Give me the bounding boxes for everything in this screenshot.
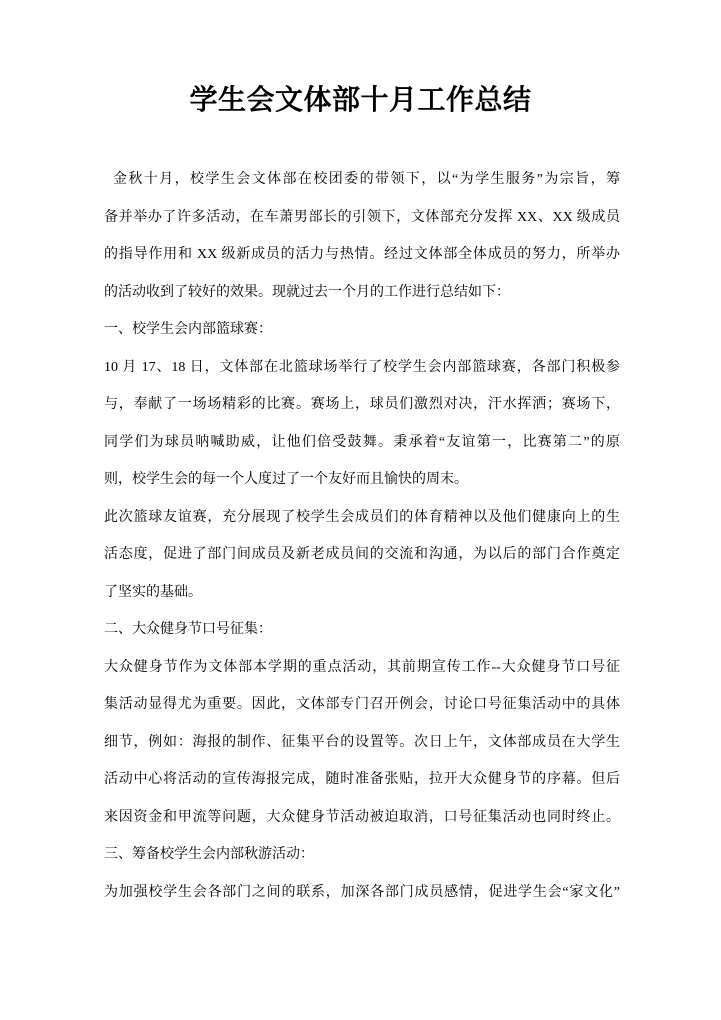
text-line: 大众健身节作为文体部本学期的重点活动，其前期宣传工作--大众健身节口号征 — [104, 659, 620, 675]
text-line: 的指导作用和 XX 级新成员的活力与热情。经过文体部全体成员的努力，所举办 — [104, 247, 620, 262]
text-line: 则，校学生会的每一个人度过了一个友好而且愉快的周末。 — [104, 472, 468, 487]
text-line: 此次篮球友谊赛，充分展现了校学生会成员们的体育精神以及他们健康向上的生 — [104, 509, 620, 525]
section-heading: 一、校学生会内部篮球赛： — [104, 322, 272, 337]
document-body — [104, 161, 620, 911]
text-line: 金秋十月，校学生会文体部在校团委的带领下，以“为学生服务”为宗旨，筹 — [113, 172, 620, 187]
text-line: 为加强校学生会各部门之间的联系，加深各部门成员感情，促进学生会“家文化” — [104, 884, 620, 900]
section-heading: 三、筹备校学生会内部秋游活动： — [104, 847, 314, 862]
text-line: 活态度，促进了部门间成员及新老成员间的交流和沟通，为以后的部门合作奠定 — [104, 547, 620, 562]
text-line: 与，奉献了一场场精彩的比赛。赛场上，球员们激烈对决，汗水挥洒；赛场下， — [104, 397, 620, 412]
section-heading: 二、大众健身节口号征集： — [104, 622, 272, 637]
text-line: 活动中心将活动的宣传海报完成，随时准备张贴，拉开大众健身节的序幕。但后 — [104, 772, 620, 787]
text-line: 备并举办了许多活动，在车萧男部长的引领下，文体部充分发挥 XX、XX 级成员 — [104, 209, 620, 225]
text-line: 10 月 17、18 日，文体部在北篮球场举行了校学生会内部篮球赛，各部门积极参 — [104, 359, 620, 375]
text-line: 了坚实的基础。 — [104, 584, 202, 600]
text-line: 的活动收到了较好的效果。现就过去一个月的工作进行总结如下： — [104, 284, 510, 300]
text-line: 同学们为球员呐喊助威，让他们倍受鼓舞。秉承着“友谊第一，比赛第二”的原 — [104, 434, 620, 450]
text-line: 细节，例如：海报的制作、征集平台的设置等。次日上午，文体部成员在大学生 — [104, 734, 620, 750]
text-line: 来因资金和甲流等问题，大众健身节活动被迫取消，口号征集活动也同时终止。 — [104, 809, 620, 825]
document-title: 学生会文体部十月工作总结 — [189, 85, 532, 116]
text-line: 集活动显得尤为重要。因此，文体部专门召开例会，讨论口号征集活动中的具体 — [104, 697, 620, 712]
